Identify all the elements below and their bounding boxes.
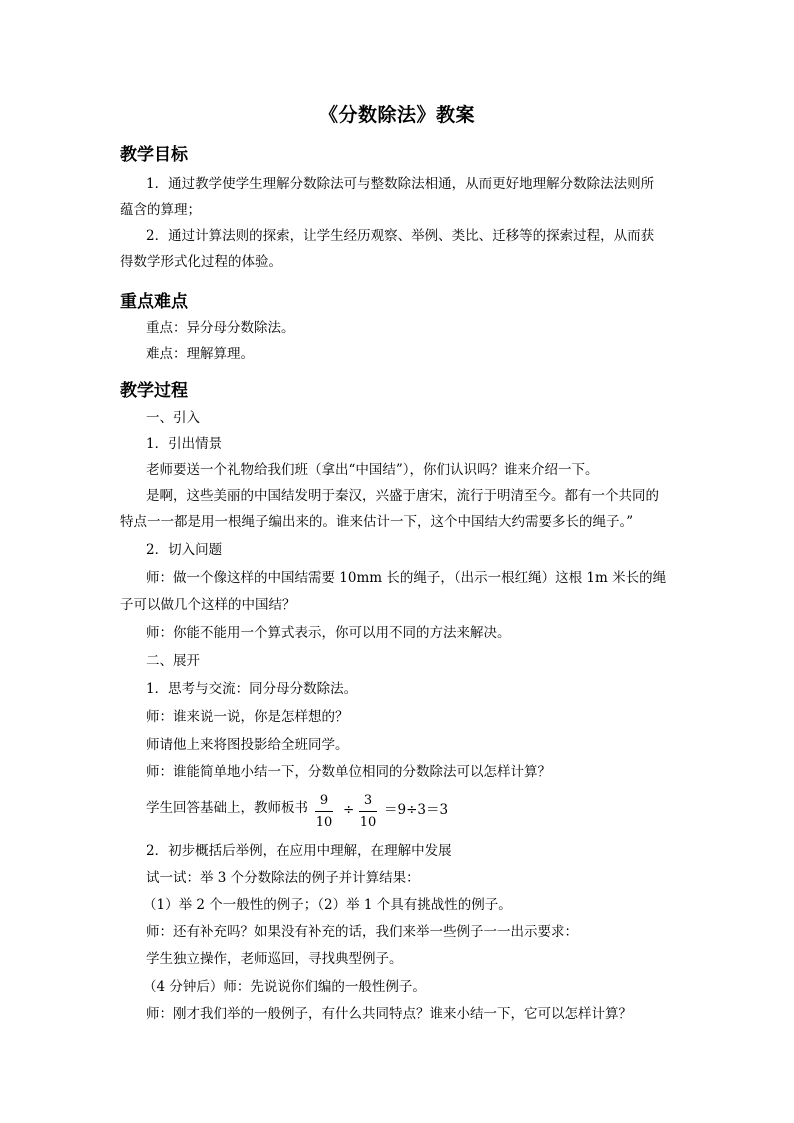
process-line: 学生独立操作，老师巡回，寻找典型例子。 bbox=[146, 951, 403, 967]
key-point: 重点：异分母分数除法。 bbox=[146, 320, 295, 336]
process-line: 师：刚才我们举的一般例子，有什么共同特点？谁来小结一下，它可以怎样计算？ bbox=[146, 1006, 632, 1022]
process-line: 1．引出情景 bbox=[146, 436, 223, 452]
process-line: 师：谁来说一说，你是怎样想的？ bbox=[146, 709, 349, 725]
process-line: 2．切入问题 bbox=[146, 542, 223, 558]
heading-key-difficulties: 重点难点 bbox=[120, 292, 188, 312]
goal-2-line-2: 得数学形式化过程的体验。 bbox=[120, 254, 282, 270]
fraction-1-denominator: 10 bbox=[315, 815, 333, 830]
process-line: 一、引入 bbox=[146, 410, 200, 426]
process-line: 师：你能不能用一个算式表示，你可以用不同的方法来解决。 bbox=[146, 625, 511, 641]
goal-2-line-1: 2．通过计算法则的探索，让学生经历观察、举例、类比、迁移等的探索过程，从而获 bbox=[146, 228, 655, 244]
process-line: 师请他上来将图投影给全班同学。 bbox=[146, 737, 349, 753]
goal-1-line-2: 蕴含的算理； bbox=[120, 202, 201, 218]
heading-teaching-goals: 教学目标 bbox=[120, 145, 188, 165]
process-line: 是啊，这些美丽的中国结发明于秦汉，兴盛于唐宋，流行于明清至今。都有一个共同的 bbox=[146, 488, 659, 504]
process-line: （1）举 2 个一般性的例子；（2）举 1 个具有挑战性的例子。 bbox=[143, 897, 512, 913]
fraction-2-denominator: 10 bbox=[359, 815, 377, 830]
process-line: 子可以做几个这样的中国结？ bbox=[120, 597, 296, 613]
fraction-2-bar bbox=[359, 811, 377, 812]
fraction-1-bar bbox=[315, 811, 333, 812]
division-sign: ÷ bbox=[343, 802, 355, 818]
fraction-1-numerator: 9 bbox=[319, 793, 329, 808]
goal-1-line-1: 1．通过教学使学生理解分数除法可与整数除法相通，从而更好地理解分数除法法则所 bbox=[146, 176, 655, 192]
process-line: 老师要送一个礼物给我们班（拿出“中国结”），你们认识吗？谁来介绍一下。 bbox=[146, 462, 599, 478]
process-line: 师：谁能简单地小结一下，分数单位相同的分数除法可以怎样计算？ bbox=[146, 764, 551, 780]
formula-prefix: 学生回答基础上，教师板书 bbox=[146, 800, 308, 816]
process-line: 试一试：举 3 个分数除法的例子并计算结果： bbox=[146, 870, 420, 886]
process-line: 师：还有补充吗？如果没有补充的话，我们来举一些例子一一出示要求： bbox=[146, 924, 578, 940]
formula-result: ＝9÷3＝3 bbox=[384, 802, 449, 818]
process-line: 特点一一都是用一根绳子编出来的。谁来估计一下，这个中国结大约需要多长的绳子。” bbox=[120, 514, 634, 530]
heading-teaching-process: 教学过程 bbox=[120, 381, 188, 401]
difficult-point: 难点：理解算理。 bbox=[146, 346, 254, 362]
process-line: （4 分钟后）师：先说说你们编的一般性例子。 bbox=[143, 979, 426, 995]
process-line: 师：做一个像这样的中国结需要 10mm 长的绳子，（出示一根红绳）这根 1m 米长的绳 bbox=[146, 570, 667, 586]
process-line: 1．思考与交流：同分母分数除法。 bbox=[146, 681, 358, 697]
process-line: 2．初步概括后举例，在应用中理解，在理解中发展 bbox=[146, 843, 452, 859]
page-title: 《分数除法》教案 bbox=[318, 104, 475, 126]
process-line: 二、展开 bbox=[146, 653, 200, 669]
fraction-2-numerator: 3 bbox=[363, 793, 373, 808]
